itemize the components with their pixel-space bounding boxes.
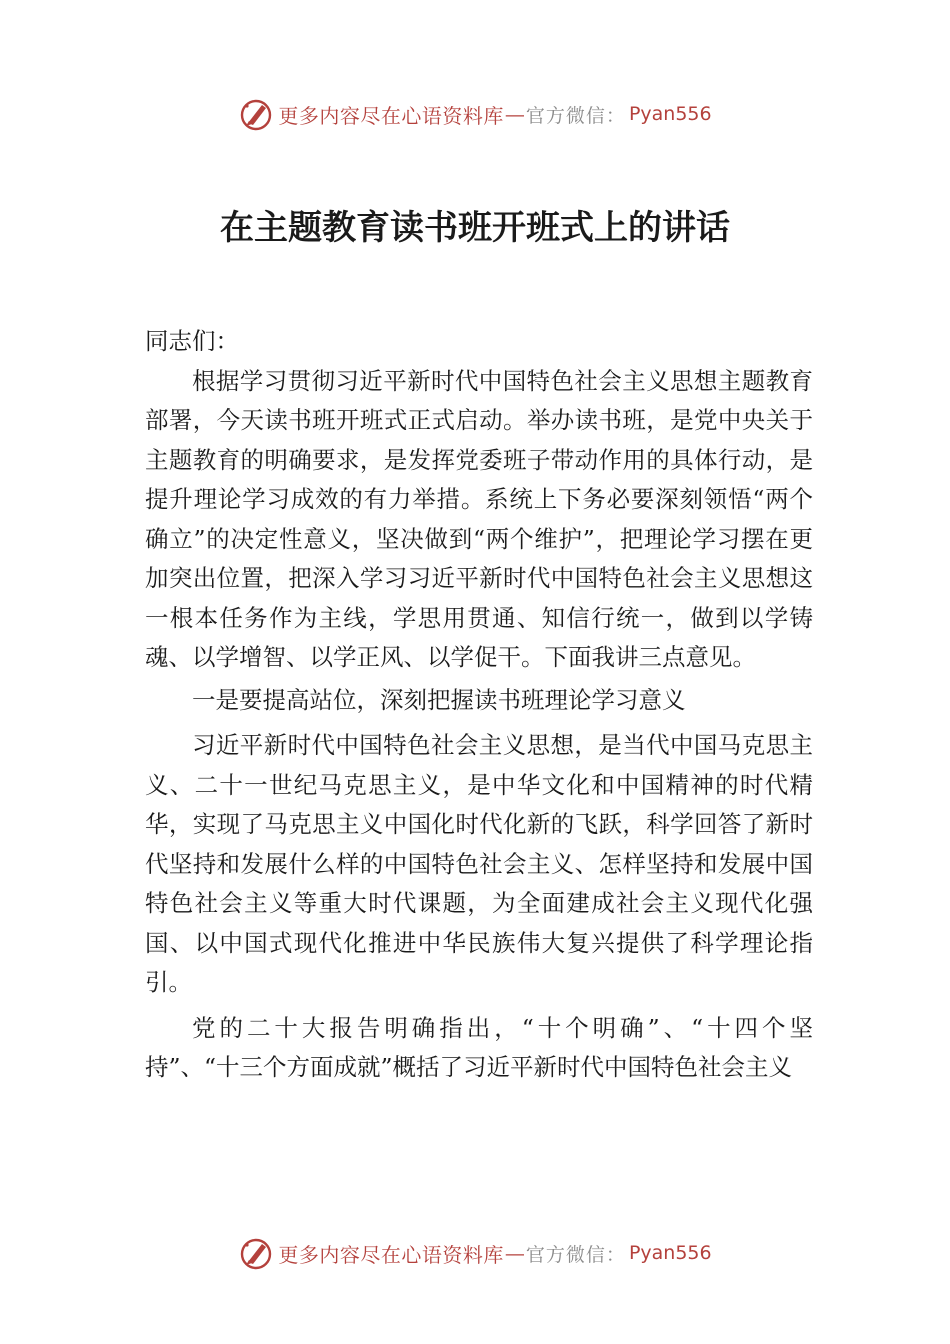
banner-dash: — bbox=[504, 1241, 525, 1265]
paragraph-body: 党的二十大报告明确指出，“十个明确”、“十四个坚持”、“十三个方面成就”概括了习近平新时代中国特色社会主义 bbox=[145, 1013, 813, 1081]
pen-circle-icon bbox=[238, 96, 274, 132]
header-banner bbox=[0, 94, 950, 134]
wechat-id: Pyan556 bbox=[628, 1242, 712, 1264]
pen-circle-icon bbox=[238, 1235, 274, 1271]
wechat-id: Pyan556 bbox=[628, 103, 712, 125]
promo-text: 更多内容尽在心语资料库 bbox=[278, 103, 504, 128]
banner-colon: ： bbox=[605, 1243, 625, 1266]
banner-dash: — bbox=[504, 102, 525, 126]
document-body bbox=[145, 322, 813, 1088]
banner-colon: ： bbox=[605, 104, 625, 127]
paragraph-body: 习近平新时代中国特色社会主义思想，是当代中国马克思主义、二十一世纪马克思主义，是中华文化和中国精神的时代精华，实现了马克思主义中国化时代化新的飞跃，科学回答了新时代坚持和发展什么样的中国特色社会主义、怎样坚持和发展中国特色社会主义等重大时代课题，为全面建成社会主义现代化强国、以中国式现代化推进中华民族伟大复兴提供了科学理论指引。 bbox=[145, 731, 813, 996]
section-heading: 一是要提高站位，深刻把握读书班理论学习意义 bbox=[192, 685, 686, 714]
wechat-label: 官方微信 bbox=[525, 104, 606, 127]
promo-text: 更多内容尽在心语资料库 bbox=[278, 1242, 504, 1267]
greeting: 同志们： bbox=[145, 327, 239, 355]
footer-banner bbox=[0, 1233, 950, 1273]
wechat-label: 官方微信 bbox=[525, 1243, 606, 1266]
document-title: 在主题教育读书班开班式上的讲话 bbox=[220, 208, 730, 248]
paragraph-intro: 根据学习贯彻习近平新时代中国特色社会主义思想主题教育部署，今天读书班开班式正式启动。举办读书班，是党中央关于主题教育的明确要求，是发挥党委班子带动作用的具体行动，是提升理论学习成效的有力举措。系统上下务必要深刻领悟“两个确立”的决定性意义，坚决做到“两个维护”，把理论学习摆在更加突出位置，把深入学习习近平新时代中国特色社会主义思想这一根本任务作为主线，学思用贯通、知信行统一，做到以学铸魂、以学增智、以学正风、以学促干。下面我讲三点意见。 bbox=[145, 366, 813, 671]
